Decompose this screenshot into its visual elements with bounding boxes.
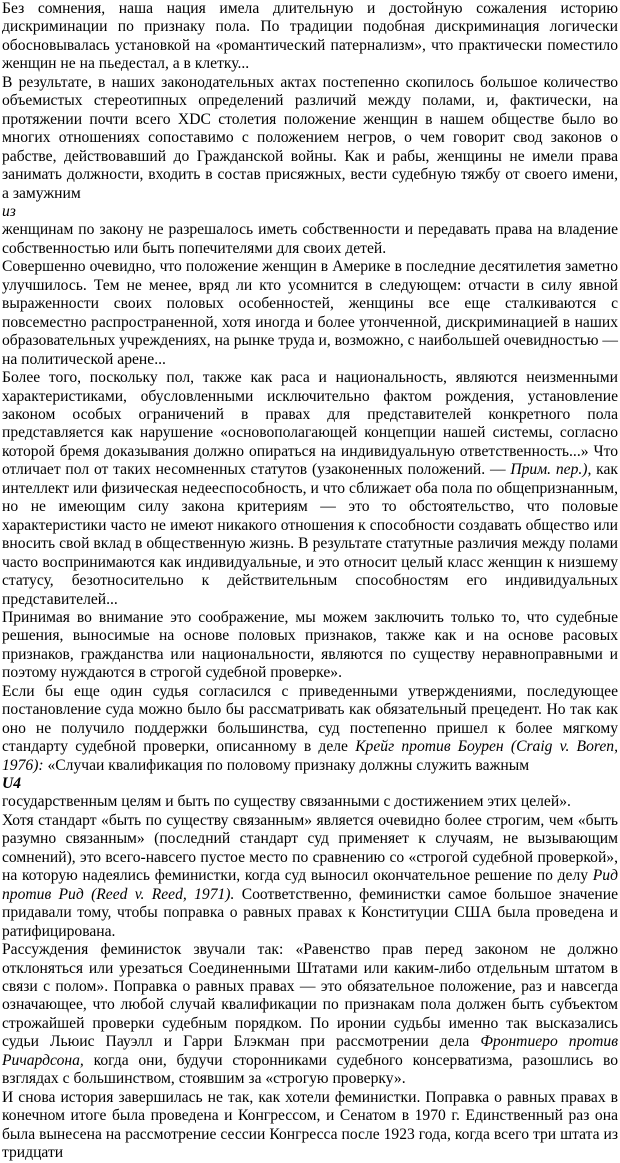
page-marker-u4: U4 bbox=[2, 775, 22, 793]
paragraph-substantially-related bbox=[2, 812, 618, 941]
italic-case-name: Фронтиеро против Ричардсона, bbox=[2, 1033, 618, 1069]
paragraph-government-goals: государственным целям и быть по существу связанными с достижением этих целей». bbox=[2, 793, 571, 811]
paragraph-craig-v-boren bbox=[2, 683, 618, 775]
text-run: Если бы еще один судья согласился с приведенными утверждениями, последующее постановление суда можно было бы рассматривать как обязательный прецедент. Но так как оно не получило поддержки большинства, суд постепенно пришел к более мягкому стандарту судебной проверки, описанному в деле bbox=[2, 682, 618, 756]
text-run: «Случаи квалификация по половому признаку должны служить важным bbox=[43, 756, 530, 774]
page-marker-iz: из bbox=[2, 202, 16, 220]
paragraph-legislation: В результате, в наших законодательных актах постепенно скопилось большое количество объемистых стереотипных определений различий между полами, и, фактически, на протяжении почти всего XDC столетия положение женщин в нашем обществе было во многих отношениях сопоставимо с положением негров, о чем говорит свод законов о рабстве, действовавший до Гражданской войны. Как и рабы, женщины не имели права занимать должности, входить в состав присяжных, вести судебную тяжбу от своего имени, а замужним bbox=[2, 73, 618, 202]
text-run: как интеллект или физическая недееспособность, и что сближает оба пола по общепризнанным, но не имеющим силу закона критериям — это то обстоятельство, что половые характеристики часто не имеют никакого отношения к способности создавать общество или вносить свой вклад в общественную жизнь. В результате статутные различия между полами часто воспринимаются как индивидуальные, и это относит целый класс женщин к низшему статусу, безотносительно к действительным способностям его индивидуальных представителей... bbox=[2, 461, 619, 608]
paragraph-strict-scrutiny: Принимая во внимание это соображение, мы можем заключить только то, что судебные решения, выносимые на основе половых признаков, также как и на основе расовых признаков, гражданства или национальности, являются по существу неравноправными и поэтому нуждаются в строгой судебной проверке». bbox=[2, 608, 618, 682]
paragraph-history-ended: И снова история завершилась не так, как хотели феминистки. Поправка о равных правах в конечном итоге была проведена и Конгрессом, и Сенатом в 1970 г. Единственный раз она была вынесена на рассмотрение сессии Конгресса после 1923 года, когда всего три штата из тридцати bbox=[2, 1088, 618, 1162]
paragraph-discrimination-history: Без сомнения, наша нация имела длительную и достойную сожаления историю дискриминации по признаку пола. По традиции подобная дискриминация логически обосновывалась установкой на «романтический патернализм», что практически поместило женщин не на пьедестал, а в клетку... bbox=[2, 0, 618, 73]
italic-case-name: Рид против Рид (Reed v. Reed, 1971). bbox=[2, 867, 618, 903]
paragraph-immutable-characteristics bbox=[2, 369, 618, 609]
text-run: Хотя стандарт «быть по существу связанным» является очевидно более строгим, чем «быть разумно связанным» (последний стандарт суд применяет к случаям, не вызывающим сомнений), это всего-навсего пустое место по сравнению со «строгой судебной проверкой», на которую надеялись феминистки, когда суд выносил окончательное решение по делу bbox=[2, 811, 618, 885]
paragraph-property-rights: женщинам по закону не разрешалось иметь собственности и передавать права на владение собственностью или быть попечителями для своих детей. bbox=[2, 221, 618, 257]
paragraph-feminist-reasoning bbox=[2, 941, 618, 1089]
text-run: Более того, поскольку пол, также как раса и национальность, являются неизменными характеристиками, обусловленными исключительно фактом рождения, установление законом особых ограничений в правах для представителей конкретного пола представляется как нарушение «основополагающей концепции нашей системы, согласно которой бремя доказывания должно опираться на индивидуальную ответственность...» Что отличает пол от таких несомненных статутов (узаконенных положений. — bbox=[2, 369, 618, 479]
italic-note: Прим. пер.), bbox=[510, 461, 592, 479]
paragraph-situation-improved: Совершенно очевидно, что положение женщин в Америке в последние десятилетия заметно улучшилось. Тем не менее, вряд ли кто усомнится в следующем: отчасти в силу явной выраженности своих половых особенностей, женщины все еще сталкиваются с повсеместно распространенной, хотя иногда и более утонченной, дискриминацией в наших образовательных учреждениях, на рынке труда и, возможно, с наибольшей очевидностью — на политической арене... bbox=[2, 258, 618, 368]
text-run: Соответственно, феминистки самое большое значение придавали тому, чтобы поправка о равных правах к Конституции США была проведена и ратифицирована. bbox=[2, 885, 618, 940]
text-run: Рассуждения феминисток звучали так: «Равенство прав перед законом не должно отклоняться или урезаться Соединенными Штатами или каким-либо отдельным штатом в связи с полом». Поправка о равных правах — это обязательное положение, раз и навсегда означающее, что любой случай квалификации по признакам пола должен быть субъектом строжайшей проверки судебным порядком. По иронии судьбы именно так высказались судьи Льюис Пауэлл и Гарри Блэкман при рассмотрении дела bbox=[2, 941, 618, 1051]
text-run: когда они, будучи сторонниками судебного консерватизма, разошлись во взглядах с большинством, стоявшим за «строгую проверку». bbox=[2, 1051, 618, 1088]
italic-case-name: Крейг против Боурен (Craig v. Boren, 1976): bbox=[2, 738, 618, 774]
